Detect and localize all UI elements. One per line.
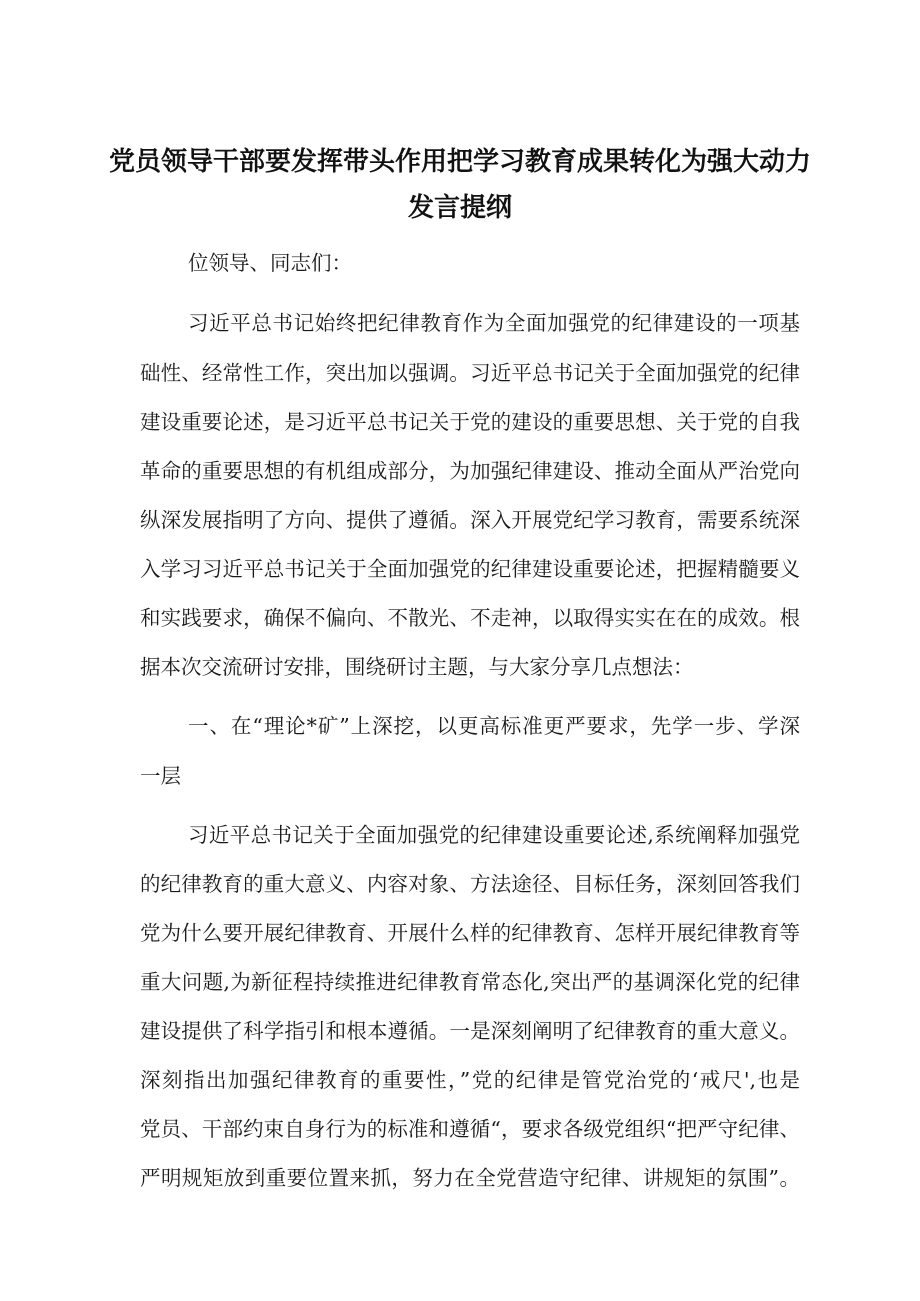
paragraph-1-line: 建设重要论述，是习近平总书记关于党的建设的重要思想、关于党的自我 xyxy=(140,410,800,434)
paragraph-2-line: 习近平总书记关于全面加强党的纪律建设重要论述,系统阐释加强党 xyxy=(188,823,800,847)
paragraph-2-line: 建设提供了科学指引和根本遵循。一是深刻阐明了纪律教育的重大意义。 xyxy=(140,1019,800,1043)
paragraph-1-line: 革命的重要思想的有机组成部分，为加强纪律建设、推动全面从严治党向 xyxy=(140,459,800,483)
document-title-line-1: 党员领导干部要发挥带头作用把学习教育成果转化为强大动力 xyxy=(108,147,811,177)
paragraph-1-line: 习近平总书记始终把纪律教育作为全面加强党的纪律建设的一项基 xyxy=(188,311,800,335)
paragraph-2-line: 严明规矩放到重要位置来抓，努力在全党营造守纪律、讲规矩的氛围”。 xyxy=(140,1166,800,1190)
salutation: 位领导、同志们： xyxy=(188,251,352,275)
paragraph-2-line: 的纪律教育的重大意义、内容对象、方法途径、目标任务，深刻回答我们 xyxy=(140,872,800,896)
section-heading-1: 一、在“理论*矿”上深挖，以更高标准更严要求，先学一步、学深 xyxy=(188,714,800,738)
paragraph-2-line: 党员、干部约束自身行为的标准和遵循“，要求各级党组织“把严守纪律、 xyxy=(140,1117,800,1141)
paragraph-1-line: 入学习习近平总书记关于全面加强党的纪律建设重要论述，把握精髓要义 xyxy=(140,557,800,581)
paragraph-1-line: 据本次交流研讨安排，围绕研讨主题，与大家分享几点想法： xyxy=(140,655,694,679)
paragraph-2-line: 重大问题,为新征程持续推进纪律教育常态化,突出严的基调深化党的纪律 xyxy=(140,970,800,994)
paragraph-1-line: 纵深发展指明了方向、提供了遵循。深入开展党纪学习教育，需要系统深 xyxy=(140,508,800,532)
paragraph-1-line: 础性、经常性工作，突出加以强调。习近平总书记关于全面加强党的纪律 xyxy=(140,361,800,385)
document-title-line-2: 发言提纲 xyxy=(407,193,512,223)
paragraph-1-line: 和实践要求，确保不偏向、不散光、不走神，以取得实实在在的成效。根 xyxy=(140,606,800,630)
paragraph-2-line: 深刻指出加强纪律教育的重要性，”党的纪律是管党治党的‘戒尺',也是 xyxy=(140,1068,800,1092)
paragraph-2-line: 党为什么要开展纪律教育、开展什么样的纪律教育、怎样开展纪律教育等 xyxy=(140,921,800,945)
section-heading-1: 一层 xyxy=(140,764,181,788)
